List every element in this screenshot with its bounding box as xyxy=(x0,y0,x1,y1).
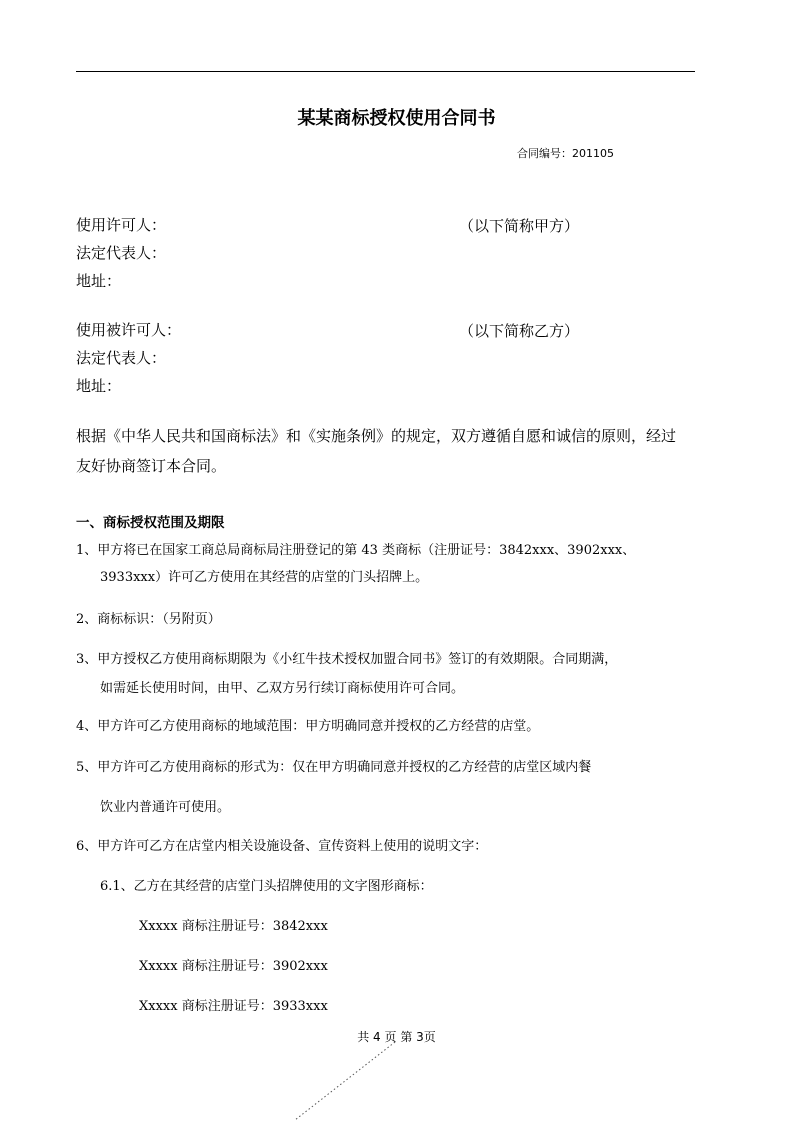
clause-1-line-1: 1、甲方将已在国家工商总局商标局注册登记的第 43 类商标（注册证号：3842xxx、3902xxx、 xyxy=(76,543,636,558)
party-b-representative: 法定代表人： xyxy=(76,349,167,367)
party-b-address: 地址： xyxy=(76,377,122,395)
intro-paragraph-line-2: 友好协商签订本合同。 xyxy=(76,457,227,475)
party-a-address: 地址： xyxy=(76,272,122,290)
clause-6: 6、甲方许可乙方在店堂内相关设施设备、宣传资料上使用的说明文字： xyxy=(76,839,488,854)
clause-5-line-1: 5、甲方许可乙方使用商标的形式为：仅在甲方明确同意并授权的乙方经营的店堂区域内餐 xyxy=(76,760,592,775)
party-a-label: 使用许可人： xyxy=(76,216,167,234)
clause-1-line-2: 3933xxx）许可乙方使用在其经营的店堂的门头招牌上。 xyxy=(100,570,429,585)
clause-5-line-2: 饮业内普通许可使用。 xyxy=(100,800,231,815)
clause-3-line-2: 如需延长使用时间，由甲、乙双方另行续订商标使用许可合同。 xyxy=(100,681,465,696)
clause-3-line-1: 3、甲方授权乙方使用商标期限为《小红牛技术授权加盟合同书》签订的有效期限。合同期满， xyxy=(76,652,618,667)
trademark-registration-2: Xxxxx 商标注册证号：3902xxx xyxy=(139,959,328,974)
dotted-line-decoration xyxy=(290,1040,400,1122)
clause-4: 4、甲方许可乙方使用商标的地域范围：甲方明确同意并授权的乙方经营的店堂。 xyxy=(76,719,540,734)
section-heading: 一、商标授权范围及期限 xyxy=(76,515,225,531)
intro-paragraph-line-1: 根据《中华人民共和国商标法》和《实施条例》的规定，双方遵循自愿和诚信的原则，经过 xyxy=(76,427,677,445)
contract-number: 合同编号：201105 xyxy=(517,147,614,160)
clause-2: 2、商标标识：（另附页） xyxy=(76,612,221,627)
clause-6-1: 6.1、乙方在其经营的店堂门头招牌使用的文字图形商标： xyxy=(100,879,433,894)
party-b-note: （以下简称乙方） xyxy=(459,322,580,340)
party-a-note: （以下简称甲方） xyxy=(459,217,580,235)
document-title: 某某商标授权使用合同书 xyxy=(297,108,496,129)
party-a-representative: 法定代表人： xyxy=(76,244,167,262)
trademark-registration-1: Xxxxx 商标注册证号：3842xxx xyxy=(139,919,328,934)
header-rule xyxy=(76,71,695,72)
party-b-label: 使用被许可人： xyxy=(76,321,182,339)
page-footer: 共 4 页 第 3页 xyxy=(357,1030,436,1044)
trademark-registration-3: Xxxxx 商标注册证号：3933xxx xyxy=(139,999,328,1014)
